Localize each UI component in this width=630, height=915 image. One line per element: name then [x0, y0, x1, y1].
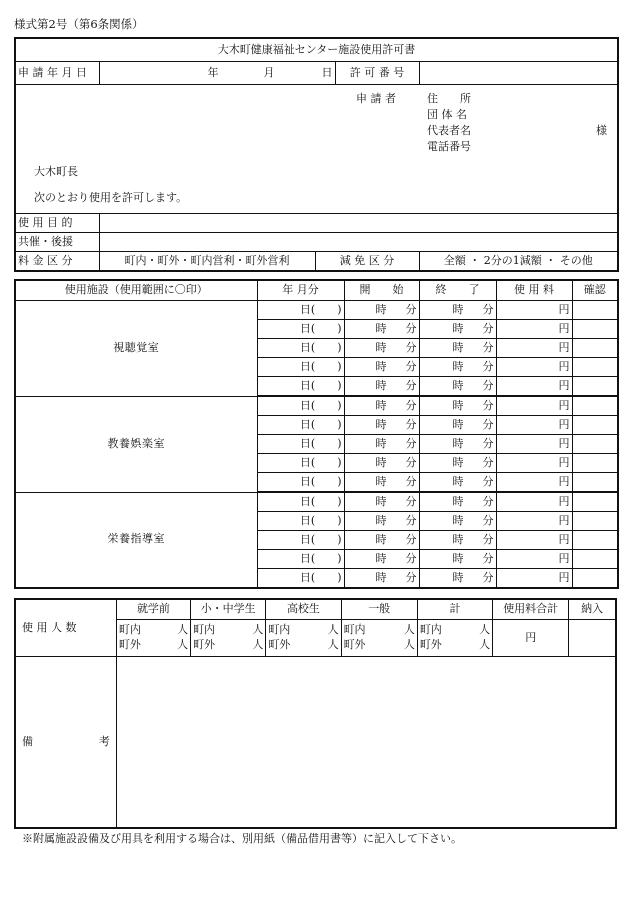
usage-day-cell[interactable]: 日( )	[257, 377, 344, 397]
facility-name[interactable]: 栄養指導室	[15, 492, 257, 588]
category-preschool: 就学前	[116, 599, 190, 620]
hour-unit: 時	[452, 513, 464, 527]
total-fee-field[interactable]: 円	[493, 620, 569, 657]
start-time-cell[interactable]	[344, 454, 419, 473]
exemption-class-label: 減 免 区 分	[315, 252, 419, 272]
minute-unit: 分	[482, 398, 494, 412]
user-count-cell[interactable]	[191, 620, 266, 657]
end-time-cell[interactable]	[419, 435, 496, 454]
start-time-cell[interactable]	[344, 339, 419, 358]
exemption-class-options[interactable]: 全額 ・ 2分の1減額 ・ その他	[419, 252, 618, 272]
phone-label: 電話番号	[427, 140, 471, 153]
user-count-cell[interactable]	[341, 620, 417, 657]
minute-unit: 分	[482, 359, 494, 373]
hour-unit: 時	[375, 532, 387, 546]
confirm-cell[interactable]	[572, 396, 618, 416]
hour-unit: 時	[452, 532, 464, 546]
fee-cell[interactable]: 円	[496, 454, 572, 473]
representative-label: 代表者名	[427, 124, 471, 137]
out-town-label: 町外	[118, 638, 141, 651]
minute-unit: 分	[405, 551, 417, 565]
hour-unit: 時	[375, 359, 387, 373]
confirm-cell[interactable]	[572, 339, 618, 358]
usage-day-cell[interactable]: 日( )	[257, 416, 344, 435]
fee-cell[interactable]: 円	[496, 301, 572, 320]
hour-unit: 時	[375, 378, 387, 392]
category-total: 計	[417, 599, 492, 620]
payment-label: 納入	[569, 599, 616, 620]
confirm-cell[interactable]	[572, 512, 618, 531]
start-time-cell[interactable]	[344, 492, 419, 512]
hour-unit: 時	[452, 455, 464, 469]
minute-unit: 分	[405, 532, 417, 546]
usage-day-cell[interactable]: 日( )	[257, 473, 344, 493]
minute-unit: 分	[405, 570, 417, 584]
facility-column-header: 使用施設（使用範囲に〇印）	[15, 280, 257, 301]
remarks-field[interactable]	[116, 657, 616, 829]
confirm-cell[interactable]	[572, 550, 618, 569]
minute-unit: 分	[482, 474, 494, 488]
minute-unit: 分	[482, 321, 494, 335]
minute-unit: 分	[405, 378, 417, 392]
fee-cell[interactable]: 円	[496, 435, 572, 454]
day-label: 日	[321, 65, 333, 79]
end-time-cell[interactable]	[419, 569, 496, 589]
minute-unit: 分	[405, 321, 417, 335]
hour-unit: 時	[375, 321, 387, 335]
sponsor-label: 共催・後援	[15, 233, 99, 252]
hour-unit: 時	[452, 302, 464, 316]
person-unit: 人	[403, 623, 415, 637]
in-town-label: 町内	[268, 623, 291, 637]
start-time-cell[interactable]	[344, 512, 419, 531]
fee-cell[interactable]: 円	[496, 339, 572, 358]
start-time-cell[interactable]	[344, 435, 419, 454]
permission-text: 次のとおり使用を許可します。	[34, 191, 188, 204]
confirm-cell[interactable]	[572, 358, 618, 377]
out-town-label: 町外	[343, 638, 366, 651]
purpose-label: 使 用 目 的	[15, 214, 99, 233]
hour-unit: 時	[375, 513, 387, 527]
minute-unit: 分	[482, 302, 494, 316]
minute-unit: 分	[482, 532, 494, 546]
usage-day-cell[interactable]: 日( )	[257, 550, 344, 569]
usage-day-cell[interactable]: 日( )	[257, 435, 344, 454]
end-time-cell[interactable]	[419, 339, 496, 358]
end-time-cell[interactable]	[419, 396, 496, 416]
confirm-cell[interactable]	[572, 416, 618, 435]
year-label: 年	[207, 65, 219, 79]
hour-unit: 時	[452, 359, 464, 373]
fee-cell[interactable]: 円	[496, 320, 572, 339]
minute-unit: 分	[405, 494, 417, 508]
hour-unit: 時	[375, 551, 387, 565]
end-time-cell[interactable]	[419, 301, 496, 320]
start-time-cell[interactable]	[344, 301, 419, 320]
person-unit: 人	[403, 638, 415, 651]
hour-unit: 時	[375, 302, 387, 316]
category-highschool: 高校生	[266, 599, 341, 620]
total-fee-label: 使用料合計	[493, 599, 569, 620]
facility-name[interactable]: 視聴覚室	[15, 301, 257, 397]
minute-unit: 分	[482, 551, 494, 565]
facility-row	[15, 492, 618, 512]
sponsor-field[interactable]	[99, 233, 618, 252]
facility-row	[15, 396, 618, 416]
confirm-cell[interactable]	[572, 492, 618, 512]
hour-unit: 時	[375, 436, 387, 450]
fee-cell[interactable]: 円	[496, 396, 572, 416]
end-time-cell[interactable]	[419, 320, 496, 339]
start-time-cell[interactable]	[344, 320, 419, 339]
fee-class-label: 料 金 区 分	[15, 252, 99, 272]
start-time-cell[interactable]	[344, 531, 419, 550]
minute-unit: 分	[405, 417, 417, 431]
confirm-column-header: 確認	[572, 280, 618, 301]
group-name-label: 団 体 名	[427, 108, 467, 121]
application-date-label: 申 請 年 月 日	[15, 62, 99, 85]
out-town-label: 町外	[419, 638, 442, 651]
start-time-cell[interactable]	[344, 377, 419, 397]
fee-cell[interactable]: 円	[496, 550, 572, 569]
permit-number-label: 許 可 番 号	[335, 62, 419, 85]
out-town-label: 町外	[268, 638, 291, 651]
form-number-label: 様式第2号（第6条関係）	[14, 17, 144, 31]
application-date-field[interactable]	[99, 62, 335, 85]
confirm-cell[interactable]	[572, 377, 618, 397]
minute-unit: 分	[405, 340, 417, 354]
end-time-cell[interactable]	[419, 531, 496, 550]
minute-unit: 分	[482, 570, 494, 584]
category-general: 一般	[341, 599, 417, 620]
facility-usage-table	[14, 279, 619, 589]
minute-unit: 分	[482, 494, 494, 508]
usage-day-cell[interactable]: 日( )	[257, 492, 344, 512]
category-elementary: 小・中学生	[191, 599, 266, 620]
start-time-cell[interactable]	[344, 396, 419, 416]
person-unit: 人	[252, 638, 264, 651]
end-time-cell[interactable]	[419, 358, 496, 377]
minute-unit: 分	[405, 359, 417, 373]
person-unit: 人	[479, 638, 491, 651]
start-time-cell[interactable]	[344, 569, 419, 589]
hour-unit: 時	[375, 494, 387, 508]
hour-unit: 時	[452, 474, 464, 488]
minute-unit: 分	[482, 417, 494, 431]
usage-day-cell[interactable]: 日( )	[257, 569, 344, 589]
hour-unit: 時	[375, 455, 387, 469]
hour-unit: 時	[452, 570, 464, 584]
end-time-cell[interactable]	[419, 492, 496, 512]
usage-day-cell[interactable]: 日( )	[257, 339, 344, 358]
in-town-label: 町内	[118, 623, 141, 637]
confirm-cell[interactable]	[572, 435, 618, 454]
confirm-cell[interactable]	[572, 320, 618, 339]
confirm-cell[interactable]	[572, 569, 618, 589]
usage-day-cell[interactable]: 日( )	[257, 320, 344, 339]
end-time-cell[interactable]	[419, 512, 496, 531]
user-count-cell[interactable]	[417, 620, 492, 657]
fee-cell[interactable]: 円	[496, 531, 572, 550]
fee-column-header: 使 用 料	[496, 280, 572, 301]
minute-unit: 分	[482, 436, 494, 450]
end-time-cell[interactable]	[419, 377, 496, 397]
end-time-cell[interactable]	[419, 550, 496, 569]
user-count-cell[interactable]	[116, 620, 190, 657]
hour-unit: 時	[452, 551, 464, 565]
minute-unit: 分	[482, 513, 494, 527]
hour-unit: 時	[452, 378, 464, 392]
permit-number-field[interactable]	[419, 62, 618, 85]
person-unit: 人	[327, 638, 339, 651]
address-label: 住 所	[427, 92, 471, 105]
user-count-cell[interactable]	[266, 620, 341, 657]
minute-unit: 分	[405, 474, 417, 488]
start-time-cell[interactable]	[344, 550, 419, 569]
in-town-label: 町内	[193, 623, 216, 637]
usage-day-cell[interactable]: 日( )	[257, 301, 344, 320]
fee-cell[interactable]: 円	[496, 358, 572, 377]
purpose-field[interactable]	[99, 214, 618, 233]
fee-cell[interactable]: 円	[496, 377, 572, 397]
start-column-header: 開 始	[344, 280, 419, 301]
end-time-cell[interactable]	[419, 416, 496, 435]
hour-unit: 時	[375, 570, 387, 584]
start-time-cell[interactable]	[344, 416, 419, 435]
remarks-label: 備 考	[15, 657, 116, 829]
minute-unit: 分	[482, 340, 494, 354]
minute-unit: 分	[405, 302, 417, 316]
fee-class-options[interactable]: 町内・町外・町内営利・町外営利	[99, 252, 315, 272]
hour-unit: 時	[452, 417, 464, 431]
fee-cell[interactable]: 円	[496, 569, 572, 589]
applicant-section	[15, 85, 618, 214]
footnote: ※附属施設設備及び用具を利用する場合は、別用紙（備品借用書等）に記入して下さい。	[22, 832, 462, 845]
hour-unit: 時	[375, 417, 387, 431]
usage-day-cell[interactable]: 日( )	[257, 358, 344, 377]
hour-unit: 時	[452, 321, 464, 335]
user-count-label: 使 用 人 数	[15, 599, 116, 657]
minute-unit: 分	[405, 398, 417, 412]
in-town-label: 町内	[343, 623, 366, 637]
month-column-header: 年 月分	[257, 280, 344, 301]
usage-day-cell[interactable]: 日( )	[257, 454, 344, 473]
hour-unit: 時	[452, 340, 464, 354]
person-unit: 人	[252, 623, 264, 637]
honorific-label: 様	[596, 124, 607, 137]
person-unit: 人	[327, 623, 339, 637]
minute-unit: 分	[482, 378, 494, 392]
month-label: 月	[263, 65, 275, 79]
fee-cell[interactable]: 円	[496, 492, 572, 512]
person-unit: 人	[479, 623, 491, 637]
payment-field[interactable]	[569, 620, 616, 657]
out-town-label: 町外	[193, 638, 216, 651]
hour-unit: 時	[452, 494, 464, 508]
user-count-table	[14, 598, 617, 829]
hour-unit: 時	[375, 340, 387, 354]
person-unit: 人	[177, 623, 189, 637]
start-time-cell[interactable]	[344, 358, 419, 377]
mayor-label: 大木町長	[34, 165, 78, 178]
permit-header-table	[14, 37, 619, 272]
confirm-cell[interactable]	[572, 454, 618, 473]
minute-unit: 分	[405, 513, 417, 527]
minute-unit: 分	[482, 455, 494, 469]
hour-unit: 時	[375, 474, 387, 488]
end-column-header: 終 了	[419, 280, 496, 301]
person-unit: 人	[177, 638, 189, 651]
confirm-cell[interactable]	[572, 301, 618, 320]
confirm-cell[interactable]	[572, 531, 618, 550]
confirm-cell[interactable]	[572, 473, 618, 493]
end-time-cell[interactable]	[419, 473, 496, 493]
start-time-cell[interactable]	[344, 473, 419, 493]
hour-unit: 時	[452, 398, 464, 412]
hour-unit: 時	[452, 436, 464, 450]
facility-name[interactable]: 教養娯楽室	[15, 396, 257, 492]
in-town-label: 町内	[419, 623, 442, 637]
document-title: 大木町健康福祉センター施設使用許可書	[15, 38, 618, 62]
usage-day-cell[interactable]: 日( )	[257, 512, 344, 531]
fee-cell[interactable]: 円	[496, 416, 572, 435]
applicant-label: 申 請 者	[356, 92, 396, 105]
fee-cell[interactable]: 円	[496, 512, 572, 531]
facility-row	[15, 301, 618, 320]
hour-unit: 時	[375, 398, 387, 412]
end-time-cell[interactable]	[419, 454, 496, 473]
fee-cell[interactable]: 円	[496, 473, 572, 493]
minute-unit: 分	[405, 436, 417, 450]
usage-day-cell[interactable]: 日( )	[257, 396, 344, 416]
usage-day-cell[interactable]: 日( )	[257, 531, 344, 550]
minute-unit: 分	[405, 455, 417, 469]
